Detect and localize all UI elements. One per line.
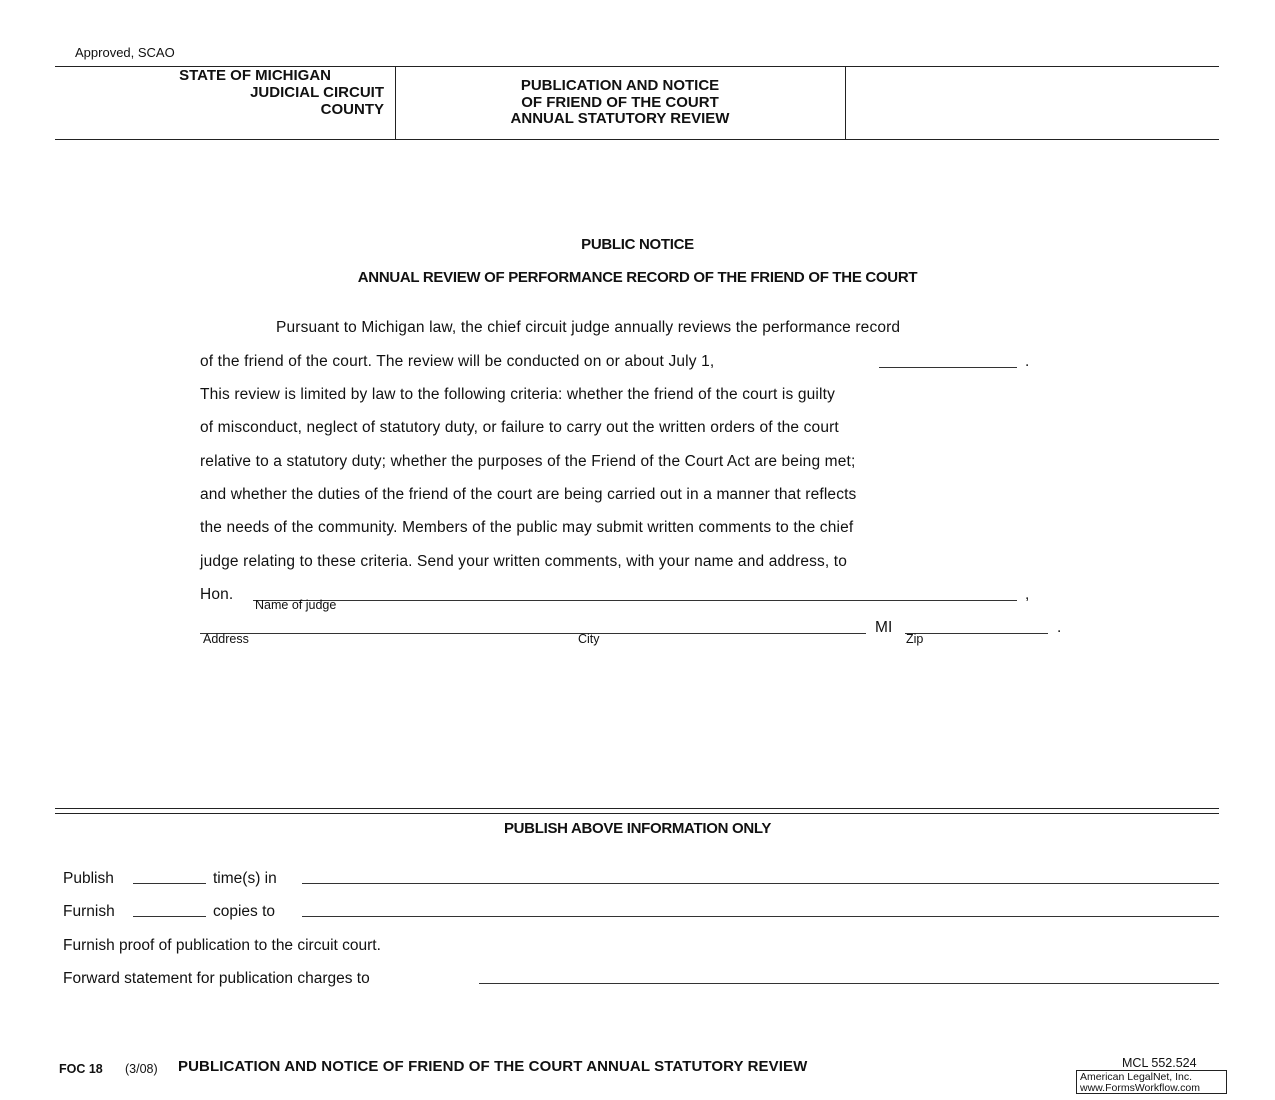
vendor-url: www.FormsWorkflow.com bbox=[1080, 1082, 1200, 1094]
times-in-label: time(s) in bbox=[213, 870, 277, 887]
publish-heading: PUBLISH ABOVE INFORMATION ONLY bbox=[503, 820, 772, 837]
form-id: FOC 18 bbox=[59, 1062, 103, 1076]
mcl-reference: MCL 552.524 bbox=[1122, 1056, 1197, 1070]
notice-line-2: of the friend of the court. The review will be conducted on or about July 1, bbox=[200, 353, 715, 370]
public-notice-heading: PUBLIC NOTICE bbox=[581, 236, 694, 253]
furnish-label: Furnish bbox=[63, 903, 115, 920]
form-date: (3/08) bbox=[125, 1062, 158, 1076]
publication-name-field[interactable] bbox=[302, 883, 1219, 884]
judge-name-label: Name of judge bbox=[255, 598, 337, 612]
notice-line-6: and whether the duties of the friend of the court are being carried out in a manner that reflects bbox=[200, 486, 857, 503]
vendor-name: American LegalNet, Inc. bbox=[1080, 1071, 1193, 1083]
copies-recipient-field[interactable] bbox=[302, 916, 1219, 917]
section-rule-upper bbox=[55, 808, 1219, 809]
notice-line-7: the needs of the community. Members of the public may submit written comments to the chief bbox=[200, 519, 854, 536]
header-county: COUNTY bbox=[320, 101, 384, 118]
copies-to-label: copies to bbox=[213, 903, 276, 920]
review-date-period: . bbox=[1025, 353, 1030, 370]
notice-line-3: This review is limited by law to the following criteria: whether the friend of the court is guilty bbox=[200, 386, 835, 403]
hon-label: Hon. bbox=[200, 586, 234, 603]
header-state: STATE OF MICHIGAN bbox=[179, 67, 331, 84]
zip-label: Zip bbox=[906, 632, 924, 646]
vendor-box bbox=[1076, 1070, 1227, 1094]
proof-text: Furnish proof of publication to the circuit court. bbox=[63, 937, 381, 954]
judge-name-field[interactable] bbox=[253, 600, 1017, 601]
footer-title: PUBLICATION AND NOTICE OF FRIEND OF THE COURT ANNUAL STATUTORY REVIEW bbox=[178, 1058, 808, 1075]
header-title-line-3: ANNUAL STATUTORY REVIEW bbox=[510, 110, 730, 127]
notice-line-8: judge relating to these criteria. Send your written comments, with your name and address, to bbox=[200, 553, 848, 570]
state-mi: MI bbox=[875, 619, 893, 636]
furnish-copies-field[interactable] bbox=[133, 916, 206, 917]
header-judicial-circuit: JUDICIAL CIRCUIT bbox=[250, 84, 384, 101]
public-notice-subheading: ANNUAL REVIEW OF PERFORMANCE RECORD OF THE FRIEND OF THE COURT bbox=[357, 269, 918, 286]
address-label: Address bbox=[203, 632, 249, 646]
charges-recipient-field[interactable] bbox=[479, 983, 1219, 984]
publish-times-field[interactable] bbox=[133, 883, 206, 884]
notice-line-4: of misconduct, neglect of statutory duty, or failure to carry out the written orders of the court bbox=[200, 419, 839, 436]
header-bottom-rule bbox=[55, 139, 1219, 140]
notice-line-1: Pursuant to Michigan law, the chief circuit judge annually reviews the performance record bbox=[276, 319, 901, 336]
judge-name-comma: , bbox=[1025, 586, 1030, 603]
address-city-field[interactable] bbox=[200, 633, 866, 634]
approval-text: Approved, SCAO bbox=[75, 45, 175, 60]
review-date-field[interactable] bbox=[879, 367, 1017, 368]
notice-line-5: relative to a statutory duty; whether the purposes of the Friend of the Court Act are being met; bbox=[200, 453, 856, 470]
zip-period: . bbox=[1057, 619, 1062, 636]
header-title-line-1: PUBLICATION AND NOTICE bbox=[520, 77, 720, 94]
header-title-line-2: OF FRIEND OF THE COURT bbox=[521, 94, 719, 111]
city-label: City bbox=[578, 632, 600, 646]
header-divider-2 bbox=[845, 66, 846, 139]
section-rule-lower bbox=[55, 813, 1219, 814]
zip-field[interactable] bbox=[905, 633, 1048, 634]
publish-label: Publish bbox=[63, 870, 114, 887]
forward-text: Forward statement for publication charges to bbox=[63, 970, 370, 987]
